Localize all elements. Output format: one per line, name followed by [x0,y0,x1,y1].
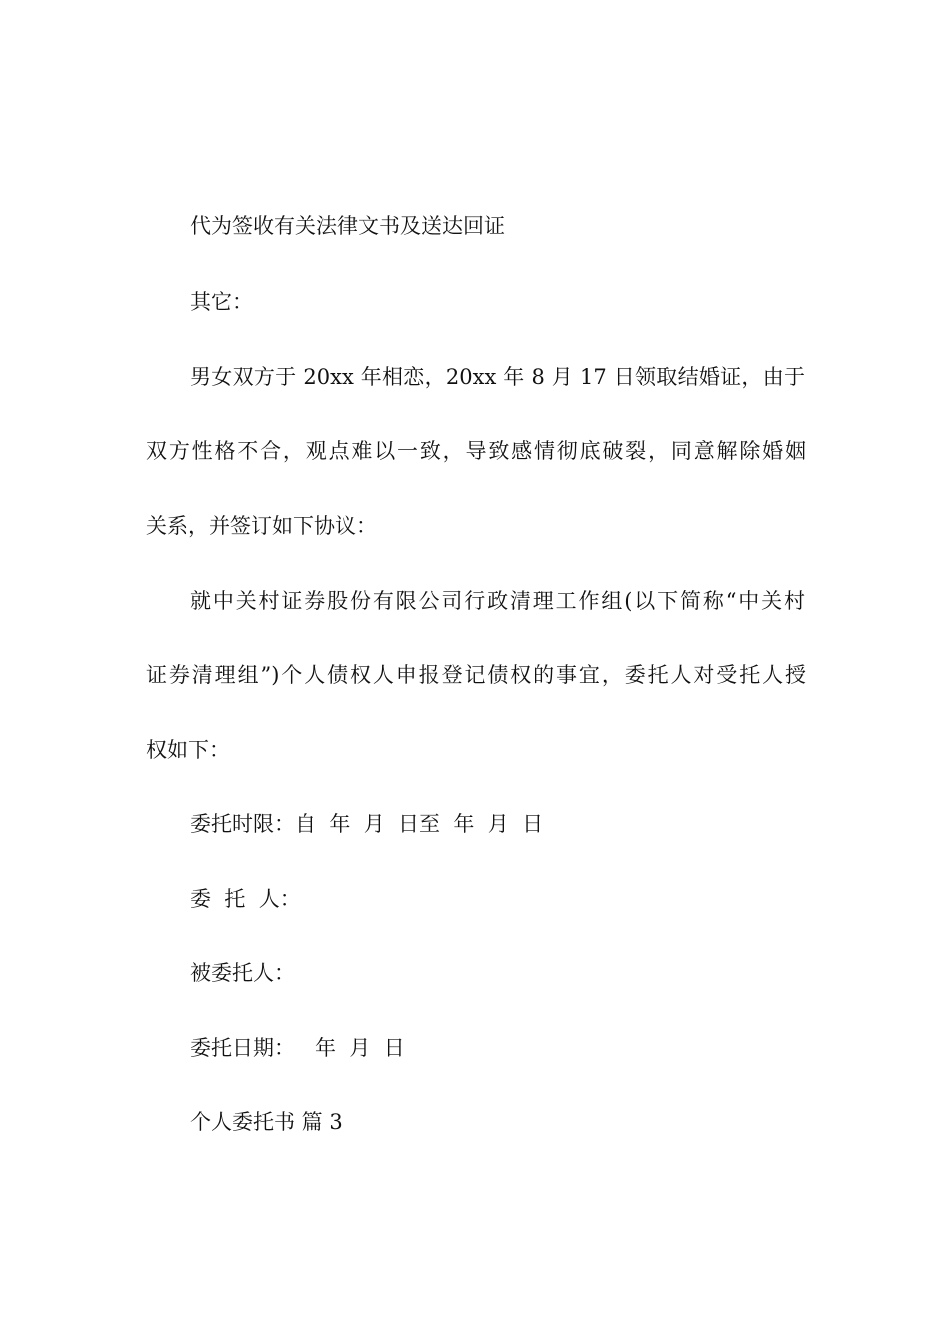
entrust-date-line: 委托日期： 年 月 日 [190,1036,405,1060]
paragraph-line: 证券清理组”)个人债权人申报登记债权的事宜，委托人对受托人授 [146,663,806,687]
agent-line: 被委托人： [190,961,295,985]
paragraph-line: 代为签收有关法律文书及送达回证 [190,214,505,238]
paragraph-line: 权如下： [146,738,230,762]
paragraph-line: 就中关村证券股份有限公司行政清理工作组(以下简称“中关村 [190,589,805,613]
paragraph-line: 关系，并签订如下协议： [146,514,377,538]
entrust-period-line: 委托时限：自 年 月 日至 年 月 日 [190,812,544,836]
section-heading: 个人委托书 篇 3 [190,1110,343,1134]
paragraph-line: 其它： [190,290,253,314]
principal-line: 委 托 人： [190,887,301,911]
paragraph-line: 男女双方于 20xx 年相恋，20xx 年 8 月 17 日领取结婚证，由于 [190,365,805,389]
paragraph-line: 双方性格不合，观点难以一致，导致感情彻底破裂，同意解除婚姻 [146,439,806,463]
